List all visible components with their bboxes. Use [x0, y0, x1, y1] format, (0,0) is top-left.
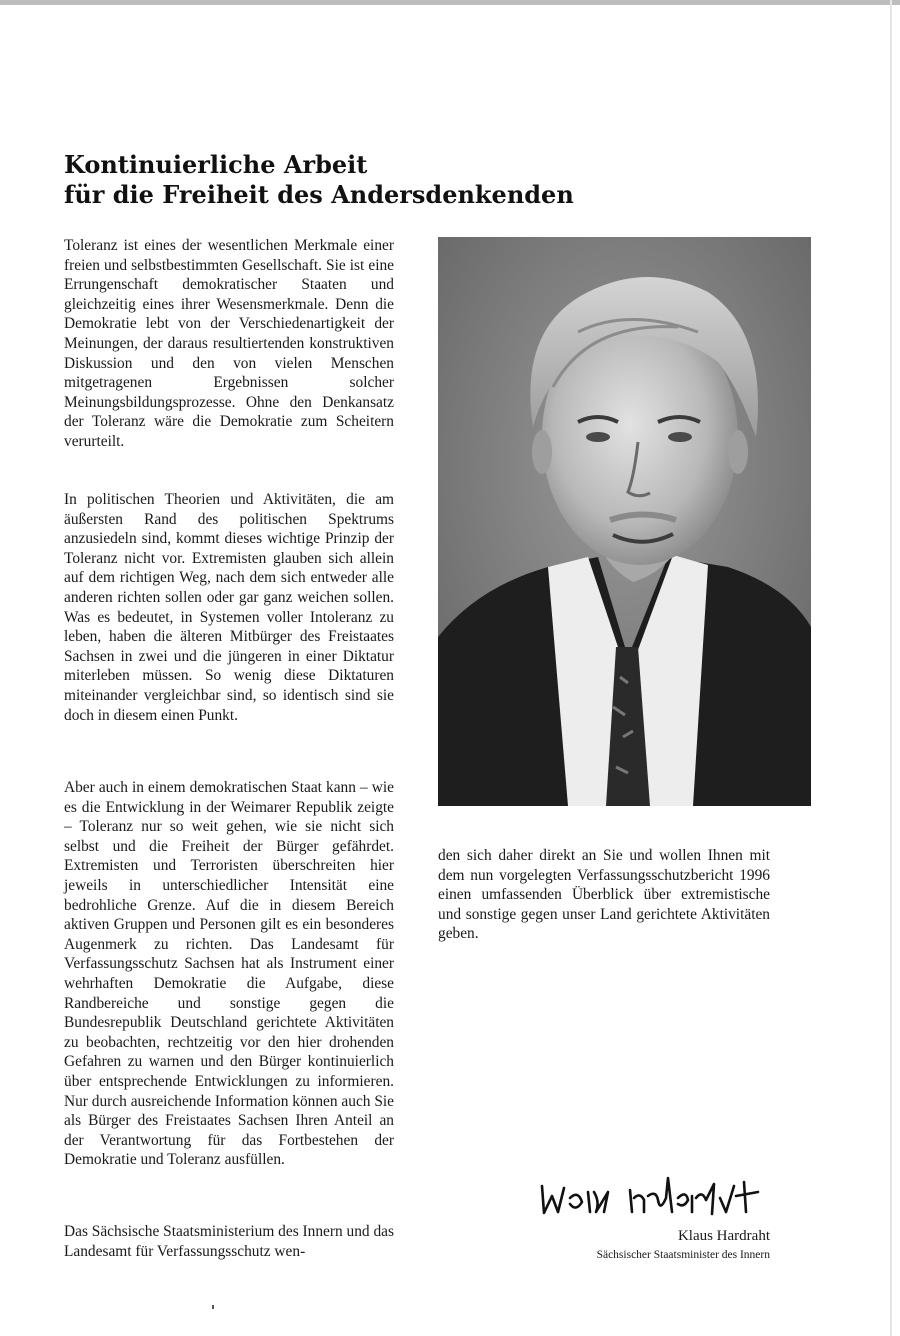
scan-right-edge [890, 0, 892, 1336]
paragraph-demokratie: Aber auch in einem demokratischen Staat kann – wie es die Entwicklung in der Weimarer Republik zeigte – Toleranz nur so weit gehen, wie sie nicht sich selbst und die Freiheit der Bürger gefährdet. Extremisten und Terroristen überschreiten hier jeweils in unterschiedlicher Intensität eine bedrohliche Grenze. Auf die in diesem Bereich aktiven Gruppen und Personen gilt es ein besonderes Augenmerk zu richten. Das Landesamt für Verfassungsschutz Sachsen hat als Instrument einer wehrhaften Demokratie die Aufgabe, diese Randbereiche und sonstige gegen die Bundesrepublik Deutschland gerichtete Aktivitäten zu beobachten, rechtzeitig vor den hier drohenden Gefahren zu warnen und den Bürger kontinuierlich über entsprechende Entwicklungen zu informieren. Nur durch ausreichende Information können auch Sie als Bürger des Freistaates Sachsen Ihren Anteil an der Verantwortung für das Fortbestehen der Demokratie und Toleranz ausfüllen. [64, 779, 394, 1169]
paragraph-toleranz: Toleranz ist eines der wesentlichen Merkmale einer freien und selbstbestimmten Gesellschaft. Sie ist eine Errungenschaft demokratischer Staaten und gleichzeitig eines ihrer Wesensmerkmale. Denn die Demokratie lebt von der Verschiedenartigkeit der Meinungen, der daraus resultiertenden konstruktiven Diskussion und den von vielen Menschen mitgetragenen Ergebnissen solcher Meinungsbildungsprozesse. Ohne den Denkansatz der Toleranz wäre die Demokratie zum Scheitern verurteilt. [64, 237, 394, 450]
paragraph-ministerium: Das Sächsische Staatsministerium des Innern und das Landesamt für Verfassungsschutz wen- [64, 1223, 394, 1260]
signatory-name: Klaus Hardraht [677, 1228, 770, 1244]
paragraph-bericht: den sich daher direkt an Sie und wollen Ihnen mit dem nun vorgelegten Verfassungsschutzbericht 1996 einen umfassenden Überblick über extremistische und sonstige gegen unser Land gerichtete Aktivitäten geben. [438, 847, 770, 943]
scan-top-edge [0, 0, 900, 5]
scan-speck [212, 1305, 214, 1309]
signatory-title: Sächsischer Staatsminister des Innern [596, 1249, 770, 1261]
minister-portrait-photo [438, 237, 811, 806]
page-title [64, 150, 764, 210]
paragraph-extremismus: In politischen Theorien und Aktivitäten, die am äußersten Rand des politischen Spektrums anzusiedeln sind, kommt dieses wichtige Prinzip der Toleranz nicht vor. Extremisten glauben sich allein auf dem richtigen Weg, nach dem sich entweder alle anderen richten sollen oder gar ganz weichen sollen. Was es bedeutet, in Systemen voller Intoleranz zu leben, haben die älteren Mitbürger des Freistaates Sachsen in zwei und die jüngeren in einer Diktatur miterleben müssen. So wenig diese Diktaturen miteinander vergleichbar sind, so identisch sind sie doch in diesem einen Punkt. [64, 491, 394, 724]
signature-image [530, 1168, 780, 1228]
title-line-1: Kontinuierliche Arbeit [64, 150, 368, 179]
title-line-2: für die Freiheit des Andersdenkenden [64, 180, 574, 209]
